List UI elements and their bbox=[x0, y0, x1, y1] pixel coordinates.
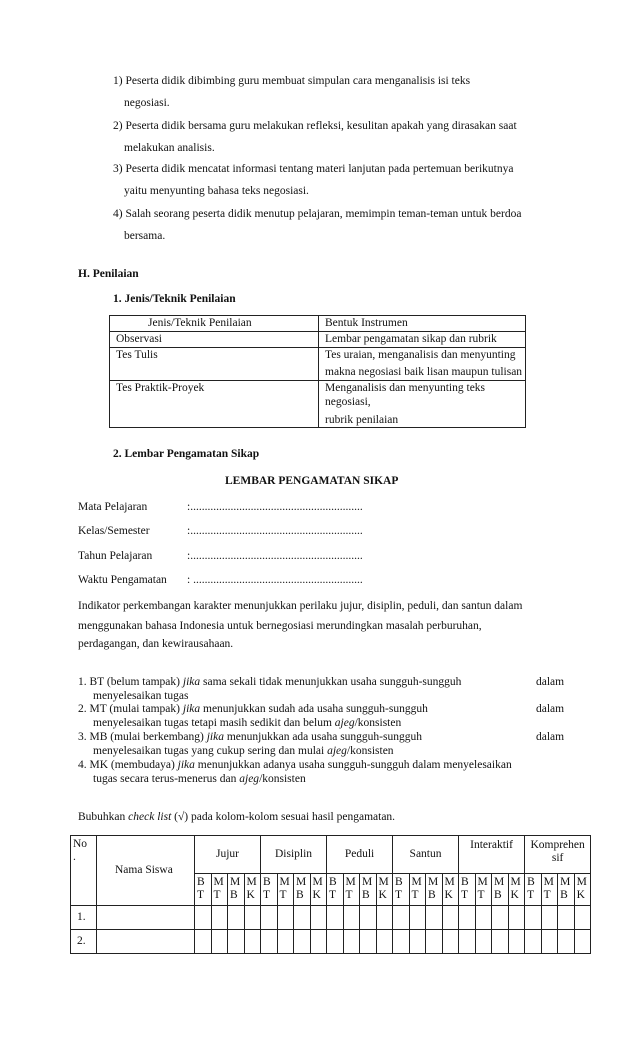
paragraph-line: menggunakan bahasa Indonesia untuk bernegosiasi merundingkan masalah perburuhan, bbox=[78, 620, 482, 632]
checklist-instruction: Bubuhkan check list (√) pada kolom-kolom sesuai hasil pengamatan. bbox=[78, 811, 396, 823]
check-cell[interactable] bbox=[574, 930, 591, 954]
check-cell[interactable] bbox=[195, 930, 212, 954]
criteria-item-bt: 1. BT (belum tampak) jika sama sekali tidak menunjukkan usaha sungguh-sungguh bbox=[78, 676, 462, 688]
check-cell[interactable] bbox=[211, 930, 228, 954]
check-cell[interactable] bbox=[393, 906, 410, 930]
subheader-cell: M K bbox=[244, 874, 261, 906]
subheader-cell: B T bbox=[525, 874, 542, 906]
check-cell[interactable] bbox=[244, 930, 261, 954]
check-cell[interactable] bbox=[376, 930, 393, 954]
header-teknik: Jenis/Teknik Penilaian bbox=[110, 316, 319, 332]
table-header-row bbox=[110, 316, 526, 332]
subheader-cell: M B bbox=[426, 874, 443, 906]
check-cell[interactable] bbox=[508, 930, 525, 954]
cell-bentuk: Lembar pengamatan sikap dan rubrik bbox=[319, 332, 526, 348]
step-4-cont: bersama. bbox=[124, 230, 166, 242]
criteria-end: dalam bbox=[536, 703, 565, 715]
check-cell[interactable] bbox=[508, 906, 525, 930]
subheader-cell: M T bbox=[211, 874, 228, 906]
check-cell[interactable] bbox=[261, 930, 278, 954]
criteria-cont: menyelesaikan tugas bbox=[93, 690, 189, 702]
group-disiplin: Disiplin bbox=[261, 836, 327, 874]
check-cell[interactable] bbox=[228, 930, 245, 954]
check-cell[interactable] bbox=[327, 930, 344, 954]
cell-teknik: Tes Praktik-Proyek bbox=[110, 381, 319, 428]
criteria-item-mt: 2. MT (mulai tampak) jika menunjukkan sudah ada usaha sungguh-sungguh bbox=[78, 703, 428, 715]
step-2: 2) Peserta didik bersama guru melakukan refleksi, kesulitan apakah yang dirasakan saat bbox=[113, 120, 517, 132]
row-number: 1. bbox=[71, 906, 97, 930]
subheader-cell: M B bbox=[360, 874, 377, 906]
subheader-cell: M B bbox=[492, 874, 509, 906]
row-number: 2. bbox=[71, 930, 97, 954]
criteria-cont: tugas secara terus-menerus dan ajeg/konsisten bbox=[93, 773, 306, 785]
group-jujur: Jujur bbox=[195, 836, 261, 874]
subheader-cell: M B bbox=[558, 874, 575, 906]
check-cell[interactable] bbox=[393, 930, 410, 954]
check-cell[interactable] bbox=[360, 906, 377, 930]
subheading-jenis-teknik: 1. Jenis/Teknik Penilaian bbox=[113, 293, 236, 305]
table-row bbox=[110, 381, 526, 428]
step-2-cont: melakukan analisis. bbox=[124, 142, 215, 154]
field-label: Kelas/Semester bbox=[78, 525, 150, 537]
paragraph-line: perdagangan, dan kewirausahaan. bbox=[78, 638, 234, 650]
step-4: 4) Salah seorang peserta didik menutup pelajaran, memimpin teman-teman untuk berdoa bbox=[113, 208, 522, 220]
check-cell[interactable] bbox=[376, 906, 393, 930]
criteria-item-mk: 4. MK (membudaya) jika menunjukkan adanya usaha sungguh-sungguh dalam menyelesaikan bbox=[78, 759, 512, 771]
check-cell[interactable] bbox=[541, 906, 558, 930]
subheader-cell: M T bbox=[475, 874, 492, 906]
check-cell[interactable] bbox=[261, 906, 278, 930]
observation-table bbox=[70, 835, 591, 954]
student-name-cell[interactable] bbox=[97, 906, 195, 930]
field-label: Waktu Pengamatan bbox=[78, 574, 167, 586]
subheader-cell: M K bbox=[376, 874, 393, 906]
check-cell[interactable] bbox=[558, 930, 575, 954]
table-row bbox=[71, 906, 591, 930]
cell-teknik: Observasi bbox=[110, 332, 319, 348]
criteria-end: dalam bbox=[536, 676, 565, 688]
paragraph-line: Indikator perkembangan karakter menunjukkan perilaku jujur, disiplin, peduli, dan santun dalam bbox=[78, 600, 523, 612]
check-cell[interactable] bbox=[558, 906, 575, 930]
subheader-cell: B T bbox=[261, 874, 278, 906]
subheader-cell: M K bbox=[442, 874, 459, 906]
check-cell[interactable] bbox=[442, 906, 459, 930]
group-interaktif: Interaktif bbox=[459, 836, 525, 874]
check-cell[interactable] bbox=[211, 906, 228, 930]
subheader-cell: M K bbox=[508, 874, 525, 906]
check-cell[interactable] bbox=[294, 906, 311, 930]
check-cell[interactable] bbox=[492, 930, 509, 954]
subheader-cell: M T bbox=[409, 874, 426, 906]
check-cell[interactable] bbox=[360, 930, 377, 954]
group-header-row bbox=[71, 836, 591, 874]
criteria-cont: menyelesaikan tugas yang cukup sering dan mulai ajeg/konsisten bbox=[93, 745, 394, 757]
table-row bbox=[110, 332, 526, 348]
cell-bentuk: Menganalisis dan menyunting teks negosiasi, rubrik penilaian bbox=[319, 381, 526, 428]
step-3-cont: yaitu menyunting bahasa teks negosiasi. bbox=[124, 185, 309, 197]
subheader-cell: B T bbox=[327, 874, 344, 906]
subheader-cell: M K bbox=[310, 874, 327, 906]
header-nama-siswa: Nama Siswa bbox=[97, 836, 195, 906]
check-cell[interactable] bbox=[574, 906, 591, 930]
check-cell[interactable] bbox=[541, 930, 558, 954]
step-1: 1) Peserta didik dibimbing guru membuat simpulan cara menganalisis isi teks bbox=[113, 75, 471, 87]
check-cell[interactable] bbox=[409, 906, 426, 930]
criteria-end: dalam bbox=[536, 731, 565, 743]
field-value: :............................................................ bbox=[187, 501, 363, 513]
step-1-cont: negosiasi. bbox=[124, 97, 170, 109]
section-heading-penilaian: H. Penilaian bbox=[78, 268, 139, 280]
criteria-item-mb: 3. MB (mulai berkembang) jika menunjukkan ada usaha sungguh-sungguh bbox=[78, 731, 422, 743]
subheading-lembar-pengamatan: 2. Lembar Pengamatan Sikap bbox=[113, 448, 260, 460]
check-cell[interactable] bbox=[228, 906, 245, 930]
group-peduli: Peduli bbox=[327, 836, 393, 874]
check-cell[interactable] bbox=[459, 906, 476, 930]
student-name-cell[interactable] bbox=[97, 930, 195, 954]
check-cell[interactable] bbox=[310, 930, 327, 954]
header-no: No . bbox=[71, 836, 97, 906]
field-value: :............................................................ bbox=[187, 550, 363, 562]
check-cell[interactable] bbox=[525, 930, 542, 954]
check-cell[interactable] bbox=[409, 930, 426, 954]
table-row bbox=[71, 930, 591, 954]
check-cell[interactable] bbox=[492, 906, 509, 930]
check-cell[interactable] bbox=[426, 930, 443, 954]
check-cell[interactable] bbox=[426, 906, 443, 930]
check-cell[interactable] bbox=[277, 906, 294, 930]
subheader-cell: M B bbox=[294, 874, 311, 906]
check-cell[interactable] bbox=[327, 906, 344, 930]
subheader-cell: B T bbox=[459, 874, 476, 906]
check-cell[interactable] bbox=[294, 930, 311, 954]
field-label: Mata Pelajaran bbox=[78, 501, 148, 513]
check-cell[interactable] bbox=[525, 906, 542, 930]
subheader-cell: B T bbox=[393, 874, 410, 906]
subheader-cell: M K bbox=[574, 874, 591, 906]
check-cell[interactable] bbox=[475, 906, 492, 930]
table-row bbox=[110, 348, 526, 381]
check-cell[interactable] bbox=[277, 930, 294, 954]
header-bentuk: Bentuk Instrumen bbox=[319, 316, 526, 332]
step-3: 3) Peserta didik mencatat informasi tentang materi lanjutan pada pertemuan berikutnya bbox=[113, 163, 514, 175]
field-label: Tahun Pelajaran bbox=[78, 550, 153, 562]
subheader-cell: B T bbox=[195, 874, 212, 906]
check-cell[interactable] bbox=[310, 906, 327, 930]
subheader-cell: M T bbox=[343, 874, 360, 906]
subheader-cell: M B bbox=[228, 874, 245, 906]
cell-bentuk: Tes uraian, menganalisis dan menyunting makna negosiasi baik lisan maupun tulisan bbox=[319, 348, 526, 381]
cell-teknik: Tes Tulis bbox=[110, 348, 319, 381]
check-cell[interactable] bbox=[475, 930, 492, 954]
check-cell[interactable] bbox=[442, 930, 459, 954]
field-value: :............................................................ bbox=[187, 525, 363, 537]
subheader-cell: M T bbox=[541, 874, 558, 906]
subheader-cell: M T bbox=[277, 874, 294, 906]
check-cell[interactable] bbox=[459, 930, 476, 954]
assessment-technique-table bbox=[109, 315, 526, 428]
criteria-cont: menyelesaikan tugas tetapi masih sedikit dan belum ajeg/konsisten bbox=[93, 717, 402, 729]
check-cell[interactable] bbox=[343, 930, 360, 954]
sheet-title: LEMBAR PENGAMATAN SIKAP bbox=[225, 475, 399, 487]
field-value: : ........................................................... bbox=[187, 574, 363, 586]
group-komprehensif: Komprehen sif bbox=[525, 836, 591, 874]
check-cell[interactable] bbox=[343, 906, 360, 930]
check-cell[interactable] bbox=[195, 906, 212, 930]
group-santun: Santun bbox=[393, 836, 459, 874]
check-cell[interactable] bbox=[244, 906, 261, 930]
